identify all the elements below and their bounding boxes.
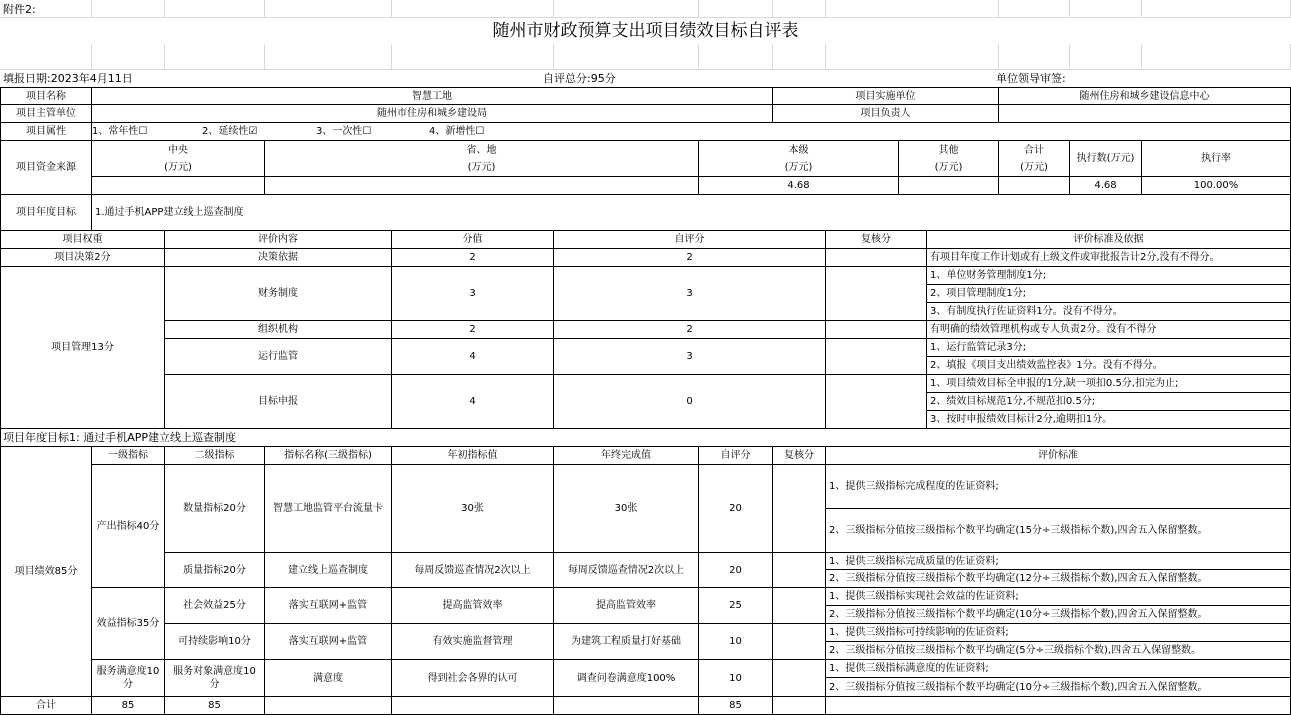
impl-unit-value: 随州住房和城乡建设信息中心 bbox=[999, 87, 1291, 105]
satisfaction-indicator: 服务满意度10分 bbox=[92, 660, 165, 697]
weight-content: 运行监管 bbox=[165, 339, 392, 375]
perf-final: 为建筑工程质量打好基础 bbox=[554, 624, 699, 660]
perf-final: 每周反馈巡查情况2次以上 bbox=[554, 553, 699, 588]
leader-value bbox=[999, 105, 1291, 123]
fund-central-value bbox=[92, 177, 265, 195]
benefit-indicator: 效益指标35分 bbox=[92, 588, 165, 660]
perf-review bbox=[773, 465, 826, 553]
weights-header-content: 评价内容 bbox=[165, 231, 392, 249]
perf-header-criteria: 评价标准 bbox=[826, 447, 1291, 465]
weights-header-criteria: 评价标准及依据 bbox=[927, 231, 1291, 249]
project-name-value: 智慧工地 bbox=[92, 87, 773, 105]
perf-header-review: 复核分 bbox=[773, 447, 826, 465]
perf-header-l1: 一级指标 bbox=[92, 447, 165, 465]
attr-item: 4、新增性☐ bbox=[429, 126, 485, 137]
weight-review bbox=[826, 249, 927, 267]
perf-l2: 可持续影响10分 bbox=[165, 624, 265, 660]
perf-label: 项目绩效85分 bbox=[0, 447, 92, 697]
weight-criteria: 2、项目管理制度1分; bbox=[927, 285, 1291, 303]
weights-header-review: 复核分 bbox=[826, 231, 927, 249]
perf-self: 25 bbox=[699, 588, 773, 624]
perf-initial: 得到社会各界的认可 bbox=[392, 660, 554, 697]
attr-row bbox=[92, 123, 1291, 141]
perf-criteria: 1、提供三级指标满意度的佐证资料; bbox=[826, 660, 1291, 678]
weight-criteria: 3、按时申报绩效目标计2分,逾期扣1分。 bbox=[927, 411, 1291, 429]
weight-score: 2 bbox=[392, 249, 554, 267]
project-name-label: 项目名称 bbox=[0, 87, 92, 105]
weight-criteria: 2、填报《项目支出绩效监控表》1分。没有不得分。 bbox=[927, 357, 1291, 375]
perf-l2: 质量指标20分 bbox=[165, 553, 265, 588]
management-label: 项目管理13分 bbox=[0, 267, 165, 429]
fund-province-unit: (万元) bbox=[265, 159, 699, 177]
perf-self: 20 bbox=[699, 465, 773, 553]
goal1-label: 项目年度目标1: 通过手机APP建立线上巡查制度 bbox=[0, 429, 1291, 447]
goal-value: 1.通过手机APP建立线上巡查制度 bbox=[92, 195, 1291, 231]
total-label: 合计 bbox=[0, 697, 92, 715]
total-final bbox=[554, 697, 699, 715]
fund-central-unit: (万元) bbox=[92, 159, 265, 177]
weight-score: 3 bbox=[392, 267, 554, 321]
attr-item: 1、常年性☐ bbox=[92, 126, 148, 137]
weight-self: 2 bbox=[554, 249, 826, 267]
perf-self: 10 bbox=[699, 660, 773, 697]
fund-central-name: 中央 bbox=[92, 141, 265, 159]
fund-other-unit: (万元) bbox=[899, 159, 999, 177]
perf-initial: 30张 bbox=[392, 465, 554, 553]
fund-local-value: 4.68 bbox=[699, 177, 899, 195]
perf-review bbox=[773, 588, 826, 624]
total-self: 85 bbox=[699, 697, 773, 715]
perf-l3: 建立线上巡查制度 bbox=[265, 553, 392, 588]
weight-content: 目标申报 bbox=[165, 375, 392, 429]
perf-header-final: 年终完成值 bbox=[554, 447, 699, 465]
exec-value: 4.68 bbox=[1070, 177, 1142, 195]
fill-date: 填报日期:2023年4月11日 bbox=[3, 72, 133, 85]
fund-local-name: 本级 bbox=[699, 141, 899, 159]
perf-criteria: 1、提供三级指标实现社会效益的佐证资料; bbox=[826, 588, 1291, 606]
fund-other-value bbox=[899, 177, 999, 195]
perf-review bbox=[773, 553, 826, 588]
goal-label: 项目年度目标 bbox=[0, 195, 92, 231]
perf-initial: 有效实施监督管理 bbox=[392, 624, 554, 660]
fund-province-name: 省、地 bbox=[265, 141, 699, 159]
weight-content: 财务制度 bbox=[165, 267, 392, 321]
fund-total-value bbox=[999, 177, 1070, 195]
perf-header-initial: 年初指标值 bbox=[392, 447, 554, 465]
weight-self: 2 bbox=[554, 321, 826, 339]
perf-criteria: 2、三级指标分值按三级指标个数平均确定(12分÷三级指标个数),四舍五入保留整数。 bbox=[826, 570, 1291, 588]
weight-self: 3 bbox=[554, 339, 826, 375]
weight-self: 3 bbox=[554, 267, 826, 321]
weight-review bbox=[826, 321, 927, 339]
perf-final: 提高监管效率 bbox=[554, 588, 699, 624]
weight-criteria: 2、绩效目标规范1分,不规范扣0.5分; bbox=[927, 393, 1291, 411]
output-indicator: 产出指标40分 bbox=[92, 465, 165, 588]
attr-item: 3、一次性☐ bbox=[316, 126, 372, 137]
impl-unit-label: 项目实施单位 bbox=[773, 87, 999, 105]
rate-value: 100.00% bbox=[1142, 177, 1291, 195]
weight-criteria: 有明确的绩效管理机构或专人负责2分。没有不得分 bbox=[927, 321, 1291, 339]
attr-item: 2、延续性☑ bbox=[202, 126, 258, 137]
dept-label: 项目主管单位 bbox=[0, 105, 92, 123]
perf-criteria: 1、提供三级指标可持续影响的佐证资料; bbox=[826, 624, 1291, 642]
total-score: 自评总分:95分 bbox=[543, 72, 616, 85]
weight-content: 决策依据 bbox=[165, 249, 392, 267]
weight-criteria: 1、项目绩效目标全申报的1分,缺一项扣0.5分,扣完为止; bbox=[927, 375, 1291, 393]
perf-l3: 智慧工地监管平台流量卡 bbox=[265, 465, 392, 553]
decision-label: 项目决策2分 bbox=[0, 249, 165, 267]
weights-header-score: 分值 bbox=[392, 231, 554, 249]
perf-self: 20 bbox=[699, 553, 773, 588]
fund-other-name: 其他 bbox=[899, 141, 999, 159]
weight-criteria: 1、运行监管记录3分; bbox=[927, 339, 1291, 357]
perf-header-l3: 指标名称(三级指标) bbox=[265, 447, 392, 465]
perf-criteria: 2、三级指标分值按三级指标个数平均确定(10分÷三级指标个数),四舍五入保留整数。 bbox=[826, 606, 1291, 624]
perf-final: 调查问卷满意度100% bbox=[554, 660, 699, 697]
perf-review bbox=[773, 624, 826, 660]
leader-sign: 单位领导审签: bbox=[996, 72, 1066, 85]
fund-province-value bbox=[265, 177, 699, 195]
weight-content: 组织机构 bbox=[165, 321, 392, 339]
attachment-label: 附件2: bbox=[3, 2, 36, 16]
total-l3 bbox=[265, 697, 392, 715]
weight-criteria: 有项目年度工作计划或有上级文件或审批报告计2分,没有不得分。 bbox=[927, 249, 1291, 267]
perf-l3: 满意度 bbox=[265, 660, 392, 697]
page-title: 随州市财政预算支出项目绩效目标自评表 bbox=[492, 20, 799, 41]
perf-l2: 数量指标20分 bbox=[165, 465, 265, 553]
total-criteria bbox=[826, 697, 1291, 715]
fund-total-unit: (万元) bbox=[999, 159, 1070, 177]
attr-label: 项目属性 bbox=[0, 123, 92, 141]
fund-local-unit: (万元) bbox=[699, 159, 899, 177]
total-l2: 85 bbox=[165, 697, 265, 715]
fund-total-name: 合计 bbox=[999, 141, 1070, 159]
perf-header-l2: 二级指标 bbox=[165, 447, 265, 465]
weight-score: 4 bbox=[392, 339, 554, 375]
exec-label: 执行数(万元) bbox=[1070, 141, 1142, 177]
perf-self: 10 bbox=[699, 624, 773, 660]
perf-l3: 落实互联网+监管 bbox=[265, 624, 392, 660]
weight-self: 0 bbox=[554, 375, 826, 429]
perf-criteria: 2、三级指标分值按三级指标个数平均确定(10分÷三级指标个数),四舍五入保留整数。 bbox=[826, 678, 1291, 697]
weights-header-self: 自评分 bbox=[554, 231, 826, 249]
perf-l2: 服务对象满意度10分 bbox=[165, 660, 265, 697]
perf-initial: 提高监管效率 bbox=[392, 588, 554, 624]
dept-value: 随州市住房和城乡建设局 bbox=[92, 105, 773, 123]
weight-criteria: 1、单位财务管理制度1分; bbox=[927, 267, 1291, 285]
perf-l2: 社会效益25分 bbox=[165, 588, 265, 624]
weight-criteria: 3、有制度执行佐证资料1分。没有不得分。 bbox=[927, 303, 1291, 321]
perf-l3: 落实互联网+监管 bbox=[265, 588, 392, 624]
weights-header-weight: 项目权重 bbox=[0, 231, 165, 249]
total-review bbox=[773, 697, 826, 715]
weight-score: 4 bbox=[392, 375, 554, 429]
total-l1: 85 bbox=[92, 697, 165, 715]
fund-label: 项目资金来源 bbox=[0, 141, 92, 195]
perf-criteria: 2、三级指标分值按三级指标个数平均确定(5分÷三级指标个数),四舍五入保留整数。 bbox=[826, 642, 1291, 660]
perf-final: 30张 bbox=[554, 465, 699, 553]
total-initial bbox=[392, 697, 554, 715]
perf-criteria: 1、提供三级指标完成程度的佐证资料; bbox=[826, 465, 1291, 509]
rate-label: 执行率 bbox=[1142, 141, 1291, 177]
weight-review bbox=[826, 339, 927, 375]
perf-header-self: 自评分 bbox=[699, 447, 773, 465]
weight-review bbox=[826, 375, 927, 429]
perf-review bbox=[773, 660, 826, 697]
weight-score: 2 bbox=[392, 321, 554, 339]
perf-initial: 每周反馈巡查情况2次以上 bbox=[392, 553, 554, 588]
leader-label: 项目负责人 bbox=[773, 105, 999, 123]
weight-review bbox=[826, 267, 927, 321]
perf-criteria: 1、提供三级指标完成质量的佐证资料; bbox=[826, 553, 1291, 570]
perf-criteria: 2、三级指标分值按三级指标个数平均确定(15分÷三级指标个数),四舍五入保留整数。 bbox=[826, 509, 1291, 553]
